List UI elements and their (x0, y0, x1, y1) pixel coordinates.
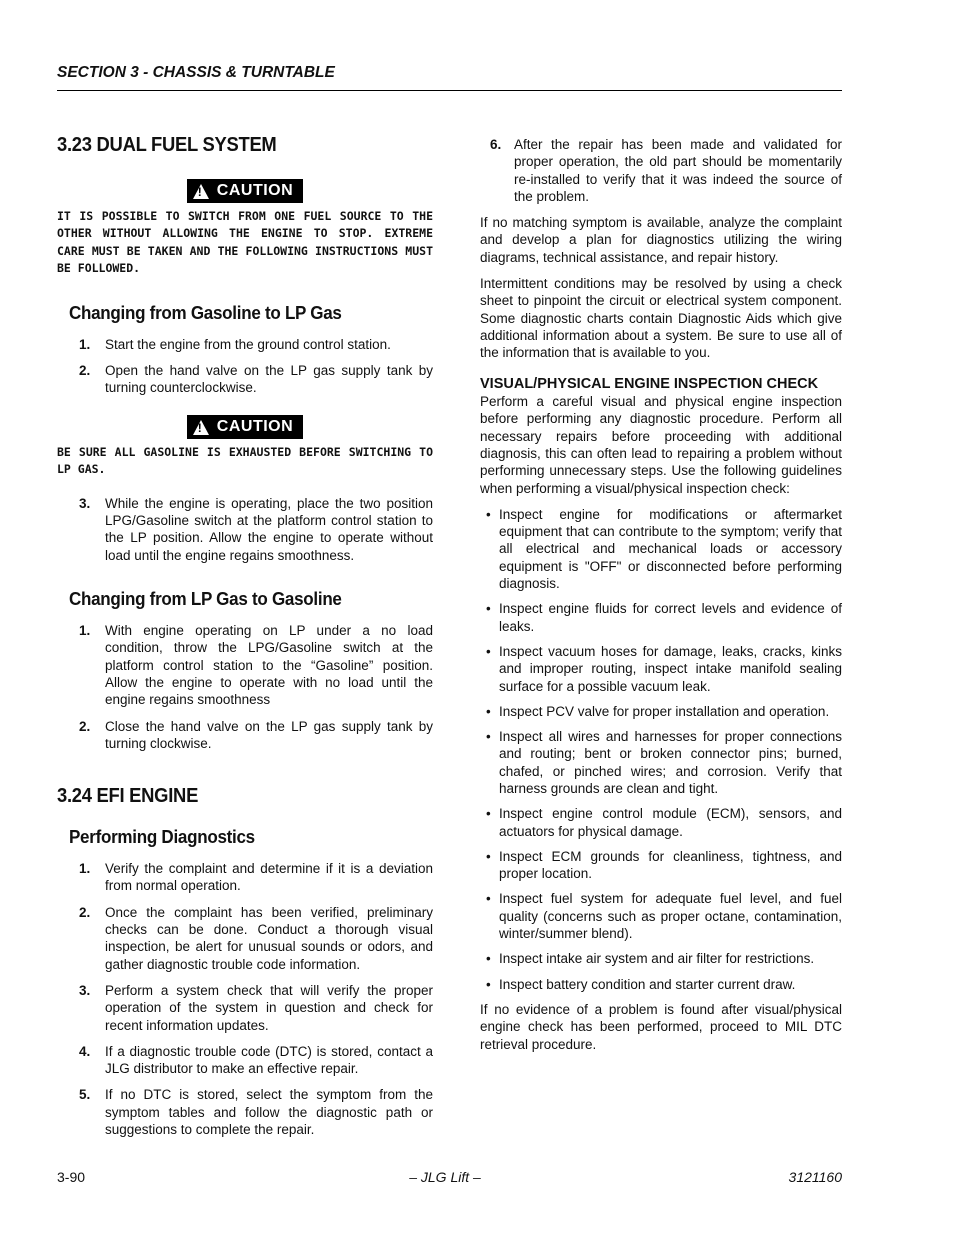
step-number: 3. (79, 982, 91, 998)
heading-diagnostics: Performing Diagnostics (68, 826, 255, 848)
step-number: 1. (79, 623, 91, 639)
step-text: Once the complaint has been verified, preliminary checks can be done. Conduct a thorough visual inspection, be alert for unusual sounds or odors, and gather diagnostic trouble code information. (105, 904, 433, 972)
list-item: • Inspect engine for modifications or aftermarket equipment that can contribute to the symptom; verify that all electrical and mechanical loads or accessory equipment is "OFF" or disconnected before performing diagnosis. (480, 506, 842, 592)
document-number: 3121160 (788, 1169, 842, 1185)
step-number: 4. (79, 1043, 91, 1059)
list-item (57, 860, 433, 895)
step-text: Close the hand valve on the LP gas supply tank by turning clockwise. (105, 718, 433, 751)
step-number: 2. (79, 362, 91, 378)
list-item (57, 336, 433, 353)
step-number: 2. (79, 904, 91, 920)
heading-efi-engine: 3.24 EFI ENGINE (57, 785, 199, 808)
list-item (57, 982, 433, 1034)
gas-to-lp-steps (57, 336, 433, 397)
heading-gas-to-lp: Changing from Gasoline to LP Gas (68, 301, 342, 323)
step-number: 5. (79, 1087, 91, 1103)
caution-box-2 (57, 415, 433, 440)
caution-badge (187, 415, 303, 439)
heading-dual-fuel: 3.23 DUAL FUEL SYSTEM (57, 134, 277, 156)
paragraph-closing: If no evidence of a problem is found after visual/physical engine check has been performed, proceed to MIL DTC retrieval procedure. (480, 1001, 842, 1052)
step-text: After the repair has been made and validated for proper operation, the old part should be momentarily re-installed to verify that it was indeed the source of the problem. (514, 137, 842, 204)
step-text: While the engine is operating, place the two position LPG/Gasoline switch at the platform control station to the LP position. Allow the engine to operate without load until the engine regains smoothness. (105, 495, 433, 563)
section-title: SECTION 3 - CHASSIS & TURNTABLE (57, 64, 335, 81)
list-item (57, 718, 433, 753)
step-text: Start the engine from the ground control station. (105, 336, 391, 352)
list-item: • Inspect battery condition and starter current draw. (480, 976, 842, 993)
step-text: Verify the complaint and determine if it is a deviation from normal operation. (105, 861, 433, 894)
left-column (57, 128, 433, 1138)
right-column (480, 136, 842, 1053)
warning-triangle-icon (193, 184, 209, 199)
list-item (57, 904, 433, 973)
step-text: Perform a system check that will verify the proper operation of the system in question and check for recent information updates. (105, 982, 433, 1033)
page-number: 3-90 (57, 1169, 86, 1185)
caution-label: CAUTION (216, 182, 294, 199)
list-item: • Inspect engine control module (ECM), sensors, and actuators for physical damage. (480, 805, 842, 840)
list-item: • Inspect all wires and harnesses for proper connections and routing; bent or broken connector pins; burned, chafed, or pinched wires; and corrosion. Verify that harness grounds are clean and tight. (480, 728, 842, 797)
step-number: 6. (490, 137, 502, 152)
step-text: If no DTC is stored, select the symptom from the symptom tables and follow the diagnostic path or suggestions to complete the repair. (105, 1087, 433, 1138)
caution-text-2: BE SURE ALL GASOLINE IS EXHAUSTED BEFORE SWITCHING TO LP GAS. (57, 444, 433, 477)
list-item: • Inspect ECM grounds for cleanliness, tightness, and proper location. (480, 848, 842, 883)
step-number: 1. (79, 336, 91, 352)
section-header (57, 64, 842, 91)
heading-visual-inspection: VISUAL/PHYSICAL ENGINE INSPECTION CHECK (480, 375, 819, 392)
paragraph-visual-intro: Perform a careful visual and physical engine inspection before performing any diagnostic procedure. Perform all necessary repairs before proceeding with additional diagnosis, this can often lead to repairing a problem without performing unnecessary steps. Use the following guidelines when performing a visual/physical inspection check: (480, 394, 842, 496)
caution-text-1: IT IS POSSIBLE TO SWITCH FROM ONE FUEL SOURCE TO THE OTHER WITHOUT ALLOWING THE ENGINE TO STOP. EXTREME CARE MUST BE TAKEN AND THE FOLLOWING INSTRUCTIONS MUST BE FOLLOWED. (57, 208, 433, 275)
step-text: With engine operating on LP under a no load condition, throw the LPG/Gasoline switch at the platform control station to the “Gasoline” position. Allow the engine to operate with no load until the engine regains smoothness (105, 623, 433, 708)
warning-triangle-icon (193, 420, 209, 435)
caution-box-1 (57, 179, 433, 204)
footer-center: – JLG Lift – (409, 1169, 481, 1185)
list-item: • Inspect vacuum hoses for damage, leaks, cracks, kinks and improper routing, inspect intake manifold sealing surface for a possible vacuum leak. (480, 643, 842, 695)
step-number: 2. (79, 718, 91, 734)
step-number: 3. (79, 495, 91, 511)
heading-lp-to-gas: Changing from LP Gas to Gasoline (68, 588, 342, 610)
list-item (57, 622, 433, 708)
list-item (57, 1043, 433, 1078)
list-item (57, 495, 433, 564)
list-item: • Inspect PCV valve for proper installation and operation. (480, 703, 842, 720)
diagnostic-steps (57, 860, 433, 1138)
step-text: If a diagnostic trouble code (DTC) is stored, contact a JLG distributor to make an effective repair. (105, 1043, 433, 1077)
step-number: 1. (79, 861, 91, 877)
list-item: • Inspect intake air system and air filter for restrictions. (480, 950, 842, 967)
caution-badge (187, 179, 303, 203)
list-item: • Inspect engine fluids for correct levels and evidence of leaks. (480, 600, 842, 635)
lp-to-gas-steps (57, 622, 433, 752)
paragraph-no-symptom: If no matching symptom is available, analyze the complaint and develop a plan for diagnostics utilizing the wiring diagrams, technical assistance, and repair history. (480, 215, 842, 265)
caution-label: CAUTION (216, 418, 294, 436)
list-item (57, 362, 433, 397)
step-text: Open the hand valve on the LP gas supply tank by turning counterclockwise. (105, 362, 433, 396)
list-item (480, 136, 842, 205)
paragraph-intermittent: Intermittent conditions may be resolved by using a check sheet to pinpoint the circuit or electrical system component. Some diagnostic charts contain Diagnostic Aids which give additional information about a system. Be sure to use all of the information that is available to you. (480, 276, 842, 361)
list-item: • Inspect fuel system for adequate fuel level, and fuel quality (concerns such as proper octane, contamination, winter/summer blend). (480, 890, 842, 942)
list-item (57, 1086, 433, 1138)
inspection-bullets (480, 506, 842, 993)
